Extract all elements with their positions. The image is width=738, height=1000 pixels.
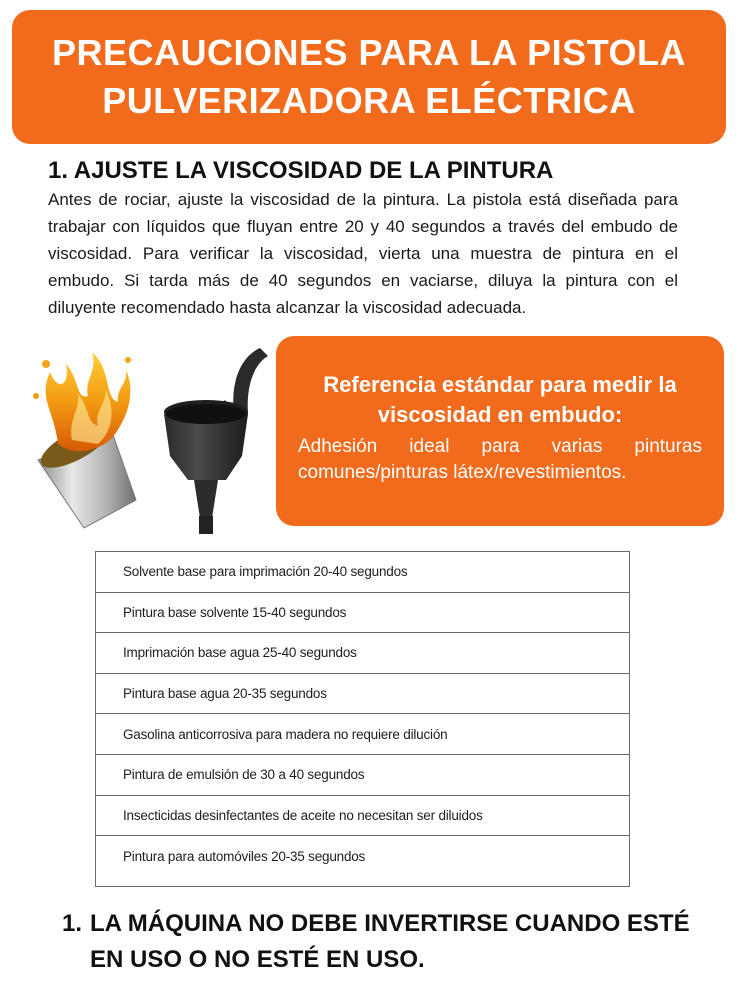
table-row: Solvente base para imprimación 20-40 segundos bbox=[96, 552, 629, 593]
section-body-text: Antes de rociar, ajuste la viscosidad de la pintura. La pistola está diseñada para trabajar con líquidos que fluyan entre 20 y 40 segundos a través del embudo de viscosidad. Para verificar la viscosidad, vierta una muestra de pintura en el embudo. Si tarda más de 40 segundos en vaciarse, diluya la pintura con el diluyente recomendado hasta alcanzar la viscosidad adecuada. bbox=[48, 190, 678, 317]
title-banner bbox=[12, 10, 726, 144]
viscosity-funnel-image bbox=[164, 348, 268, 534]
table-row: Pintura para automóviles 20-35 segundos bbox=[123, 848, 366, 864]
viscosity-reference-table bbox=[95, 551, 630, 887]
table-row: Insecticidas desinfectantes de aceite no necesitan ser diluidos bbox=[96, 796, 629, 837]
paint-splash-cup-image bbox=[33, 352, 136, 528]
warning-number: 1. bbox=[62, 910, 83, 937]
callout-text: Adhesión ideal para varias pinturas comunes/pinturas látex/revestimientos. bbox=[298, 436, 702, 483]
table-row: Pintura base agua 20-35 segundos bbox=[96, 674, 629, 715]
table-row: Imprimación base agua 25-40 segundos bbox=[96, 633, 629, 674]
section-heading: 1. AJUSTE LA VISCOSIDAD DE LA PINTURA bbox=[48, 157, 554, 184]
illustration bbox=[28, 340, 278, 540]
table-row: Gasolina anticorrosiva para madera no requiere dilución bbox=[96, 714, 629, 755]
table-row: Pintura base solvente 15-40 segundos bbox=[96, 593, 629, 634]
table-row: Pintura de emulsión de 30 a 40 segundos bbox=[96, 755, 629, 796]
warning-text: LA MÁQUINA NO DEBE INVERTIRSE CUANDO ESTÉ EN USO O NO ESTÉ EN USO. bbox=[90, 910, 690, 973]
reference-callout bbox=[276, 336, 724, 526]
callout-title: Referencia estándar para medir la viscosidad en embudo: bbox=[323, 372, 677, 427]
warning-note bbox=[62, 906, 702, 978]
title-line-2: PULVERIZADORA ELÉCTRICA bbox=[102, 80, 636, 121]
title-line-1: PRECAUCIONES PARA LA PISTOLA bbox=[51, 32, 687, 73]
